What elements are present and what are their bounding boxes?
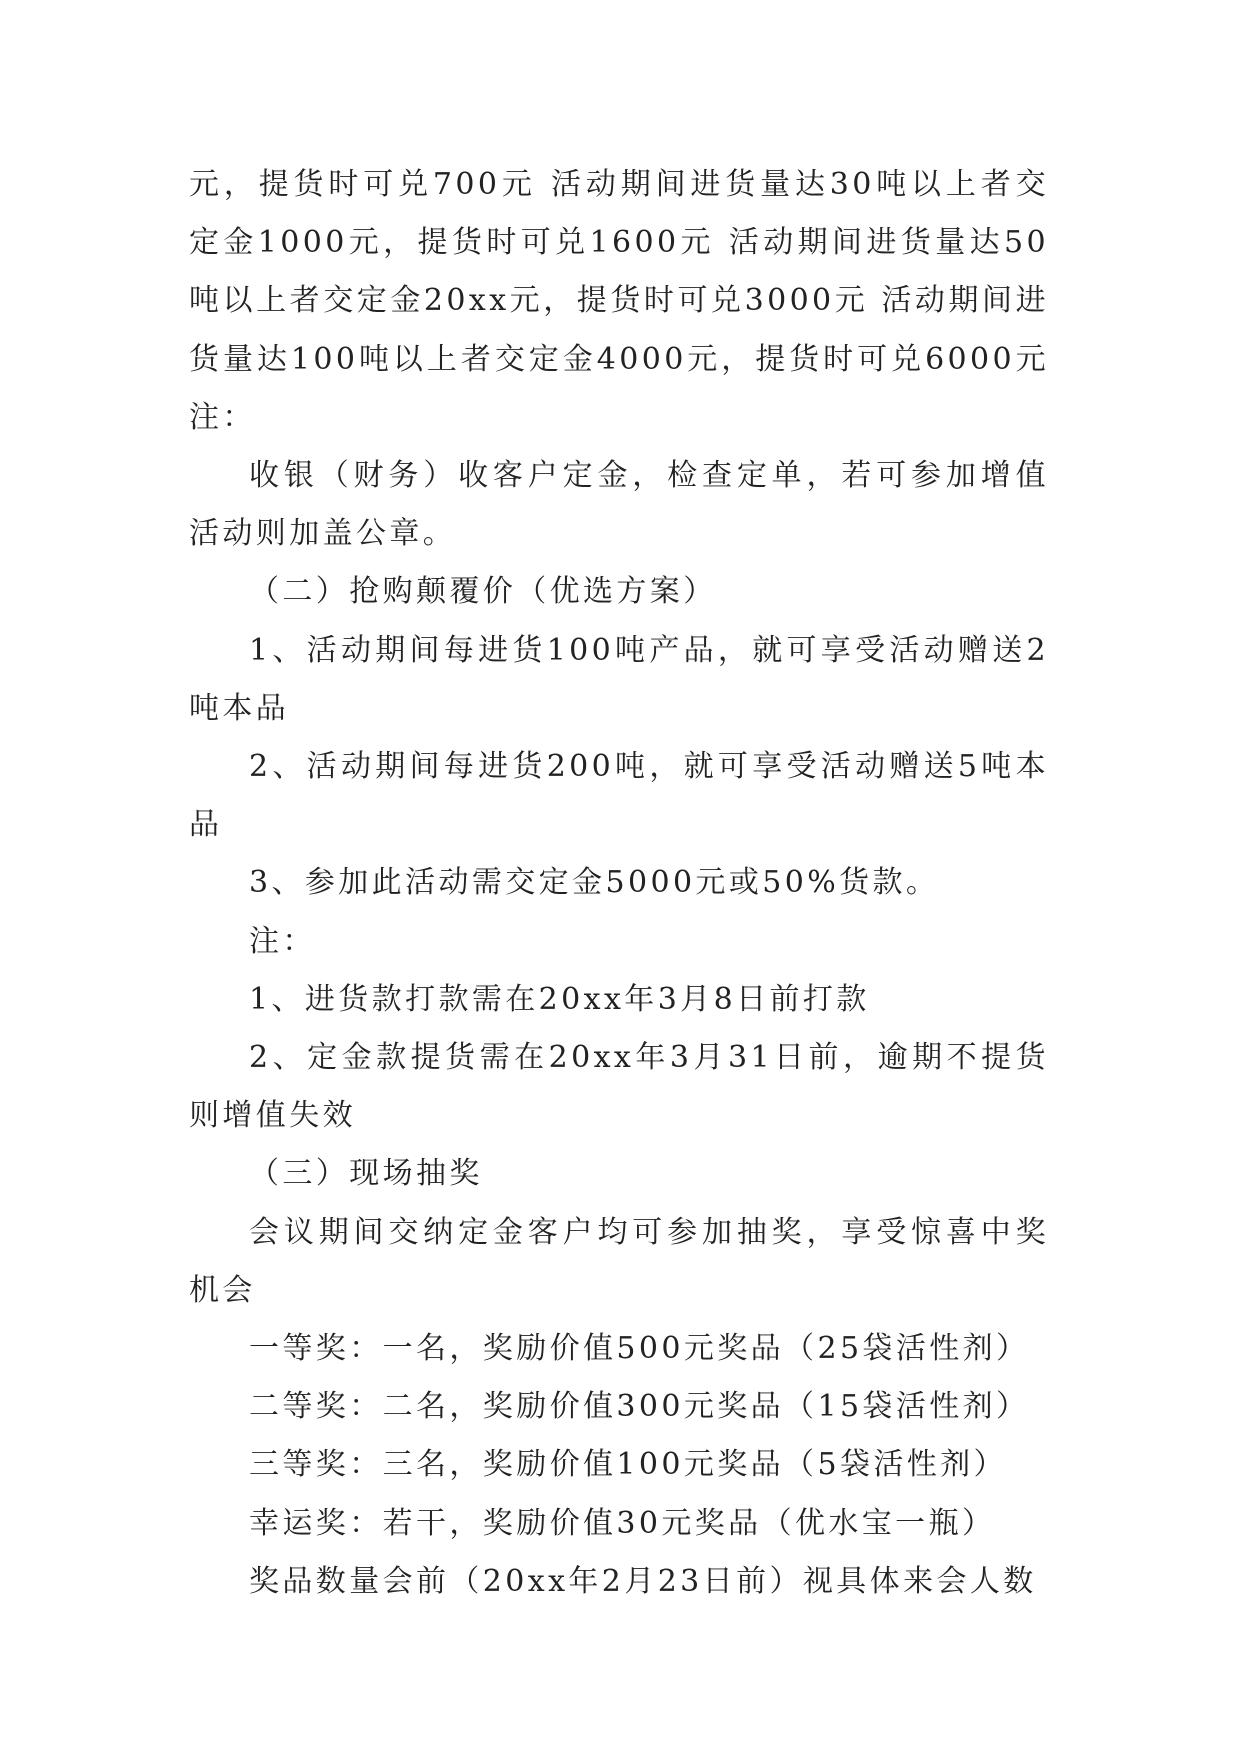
note-label: 注： xyxy=(249,923,316,959)
note-item-payment-date: 1、进货款打款需在20xx年3月8日前打款 xyxy=(249,981,870,1017)
prize-lucky: 幸运奖：若干，奖励价值30元奖品（优水宝一瓶） xyxy=(249,1505,996,1541)
list-item-100-ton: 1、活动期间每进货100吨产品，就可享受活动赠送2吨本品 xyxy=(189,632,1049,726)
prize-second: 二等奖：二名，奖励价值300元奖品（15袋活性剂） xyxy=(249,1389,1030,1425)
prize-third: 三等奖：三名，奖励价值100元奖品（5袋活性剂） xyxy=(249,1447,1007,1483)
paragraph-lottery-intro: 会议期间交纳定金客户均可参加抽奖，享受惊喜中奖机会 xyxy=(189,1214,1049,1308)
list-item-200-ton: 2、活动期间每进货200吨，就可享受活动赠送5吨本品 xyxy=(189,749,1049,843)
section-heading-lottery: （三）现场抽奖 xyxy=(249,1156,483,1192)
paragraph-deposit-tiers: 元，提货时可兑700元 活动期间进货量达30吨以上者交定金1000元，提货时可兑1600元 活动期间进货量达50吨以上者交定金20xx元，提货时可兑3000元 活动期间进货量达100吨以上者交定金4000元，提货时可兑6000元 注： xyxy=(189,167,1049,435)
paragraph-cashier-note: 收银（财务）收客户定金，检查定单，若可参加增值活动则加盖公章。 xyxy=(189,458,1049,552)
prize-first: 一等奖：一名，奖励价值500元奖品（25袋活性剂） xyxy=(249,1331,1030,1367)
document-page xyxy=(189,156,1049,1611)
note-item-pickup-date: 2、定金款提货需在20xx年3月31日前，逾期不提货则增值失效 xyxy=(189,1040,1049,1134)
section-heading-flash-sale: （二）抢购颠覆价（优选方案） xyxy=(249,574,717,610)
paragraph-prize-quantity: 奖品数量会前（20xx年2月23日前）视具体来会人数 xyxy=(249,1563,1037,1599)
list-item-deposit: 3、参加此活动需交定金5000元或50%货款。 xyxy=(249,865,940,901)
